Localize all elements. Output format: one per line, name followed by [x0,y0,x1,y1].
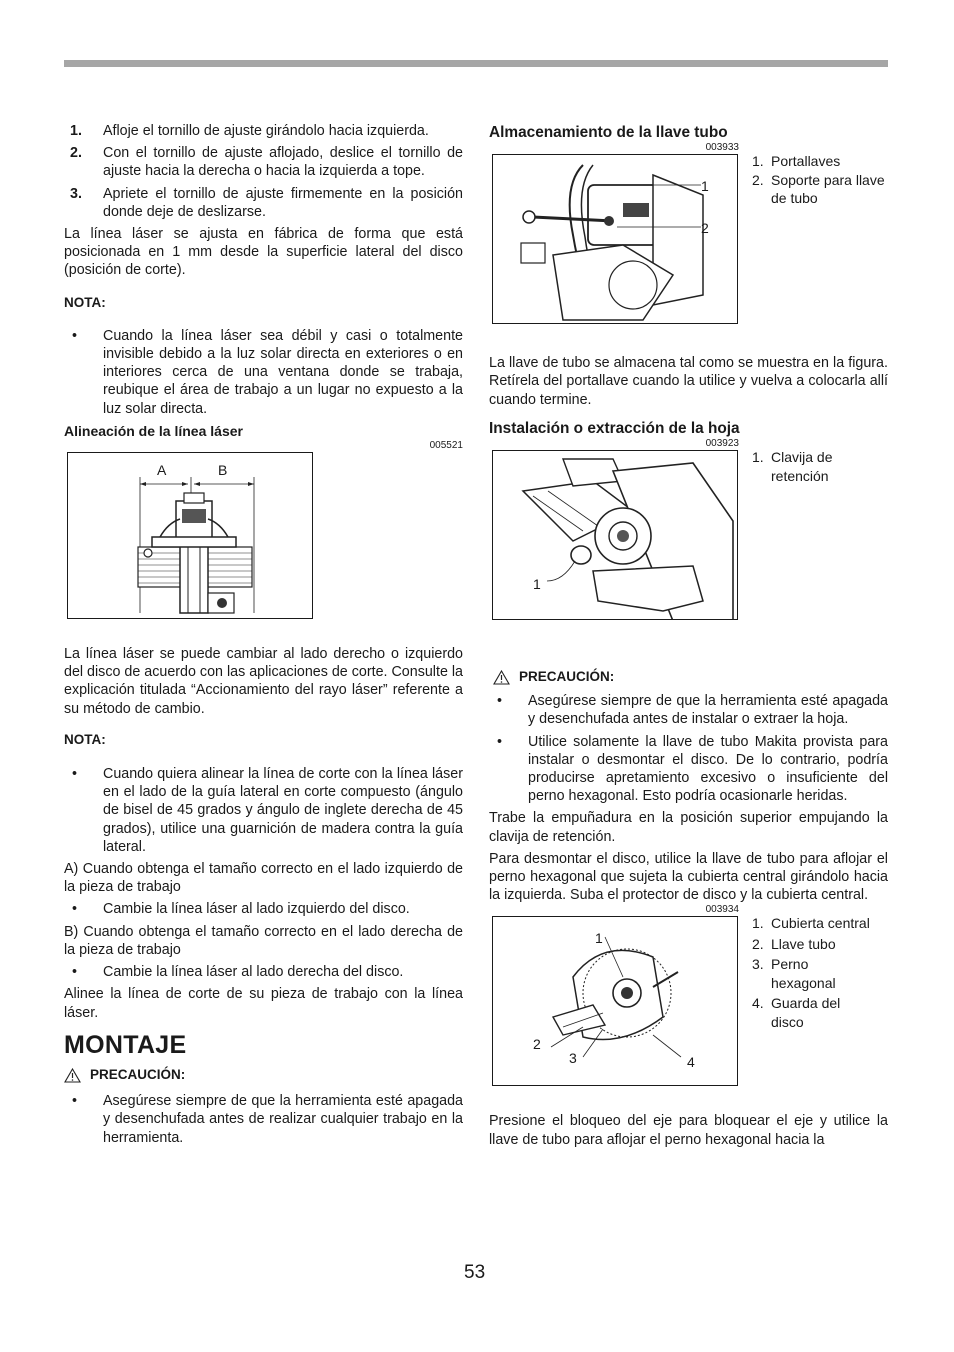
case-b-text: B) Cuando obtenga el tamaño correcto en el lado derecha de la pieza de trabajo [64,923,463,958]
page-number: 53 [464,1262,486,1283]
figure-code: 005521 [429,440,463,452]
legend-item: 2. Llave tubo [752,935,836,952]
blade-removal-illustration [493,917,738,1086]
case-b-bullet [64,963,463,981]
callout-1: 1 [595,930,603,947]
figure-legend [752,152,892,208]
step-text: Con el tornillo de ajuste aflojado, deslice el tornillo de ajuste hacia la derecha o hacia la izquierda a tope. [103,145,463,180]
callout-1: 1 [533,576,541,593]
warning-triangle-icon [64,1068,81,1083]
bullet-dot: • [72,901,78,918]
step-text: Afloje el tornillo de ajuste girándolo hacia izquierda. [103,123,429,139]
legend-item: 3. Perno hexagonal [752,956,836,991]
legend-item: 1. Cubierta central [752,915,870,932]
figure-code: 003934 [705,904,739,916]
caution-bullet [489,733,888,806]
bullet-text: Utilice solamente la llave de tubo Makita provista para instalar o desmontar el disco. De lo contrario, podría producirse apretamiento excesivo o insuficiente del perno hexagonal. Esto podría ocasionarle heridas. [528,733,888,805]
caution-bullet [489,692,888,728]
callout-2: 2 [533,1036,541,1053]
callout-1: 1 [701,178,709,195]
bullet-dot: • [497,733,503,750]
bullet-dot: • [72,964,78,981]
legend-item: 4. Guarda del disco [752,995,841,1030]
section-subheading: Alineación de la línea láser [64,422,243,439]
left-column [64,122,463,1151]
wrench-storage-figure [492,154,738,324]
note-label: NOTA: [64,294,106,310]
step-3 [64,185,463,221]
label-b: B [218,462,228,479]
caution-label: PRECAUCIÓN: [90,1066,186,1082]
caution-heading [64,1066,463,1084]
warning-triangle-icon [493,670,510,685]
laser-alignment-figure [67,452,313,619]
bullet-text: Asegúrese siempre de que la herramienta esté apagada y desenchufada antes de instalar o extraer la hoja. [528,693,888,728]
paragraph-storage: La llave de tubo se almacena tal como se muestra en la figura. Retírela del portallave cuando la utilice y vuelva a colocarla allí cuando termine. [489,355,888,408]
caution-bullet [64,1092,463,1147]
blade-removal-figure [492,916,738,1086]
paragraph-laser-side: La línea láser se puede cambiar al lado derecho o izquierdo del disco de acuerdo con las aplicaciones de corte. Consulte la explicación titulada “Accionamiento del rayo láser” referente a su método de cambio. [64,646,463,717]
header-rule [64,60,888,67]
section-title-montaje: MONTAJE [64,1030,187,1059]
figure-legend [752,448,892,485]
bullet-dot: • [497,693,503,710]
bullet-text: Cuando quiera alinear la línea de corte con la línea láser en el lado de la guía lateral en corte compuesto (ángulo de bisel de 45 grados y ángulo de inglete derecha de 45 grados), utilice una guarnición de madera contra la guía lateral. [103,766,463,855]
case-a-text: A) Cuando obtenga el tamaño correcto en el lado izquierdo de la pieza de trabajo [64,861,463,896]
figure-code: 003923 [705,438,739,450]
figure-code: 003933 [705,142,739,154]
section-heading-storage: Almacenamiento de la llave tubo [489,124,728,141]
step-text: Apriete el tornillo de ajuste firmemente en la posición donde deje de deslizarse. [103,185,463,220]
bullet-dot: • [72,766,78,783]
step-2 [64,144,463,180]
legend-item: 2. Soporte para llave de tubo [752,171,885,207]
paragraph-shaft-lock: Presione el bloqueo del eje para bloquear el eje y utilice la llave de tubo para aflojar el perno hexagonal hacia la [489,1113,888,1148]
paragraph-remove: Para desmontar el disco, utilice la llave de tubo para aflojar el perno hexagonal que sujeta la cubierta central girándolo hacia la izquierda. Suba el protector de disco y la cubierta central. [489,850,888,904]
bullet-dot: • [72,327,78,344]
note-label: NOTA: [64,731,106,747]
bullet-dot: • [72,1093,78,1110]
bullet-text: Asegúrese siempre de que la herramienta esté apagada y desenchufada antes de realizar cualquier trabajo en la herramienta. [103,1093,463,1146]
step-number: 1. [70,123,82,139]
case-a-bullet [64,900,463,918]
paragraph-lock: Trabe la empuñadura en la posición superior empujando la clavija de retención. [489,810,888,845]
step-number: 2. [70,145,82,162]
callout-4: 4 [687,1054,695,1071]
figure-legend [752,914,892,1031]
legend-item: 1. Portallaves [752,153,841,170]
callout-3: 3 [569,1050,577,1067]
retention-pin-figure [492,450,738,620]
bullet-text: Cambie la línea láser al lado izquierdo del disco. [103,901,410,918]
paragraph-factory-setting: La línea láser se ajusta en fábrica de forma que está posicionada en 1 mm desde la superficie lateral del disco (posición de corte). [64,226,463,279]
note-bullet [64,327,463,418]
caution-label: PRECAUCIÓN: [519,669,615,685]
bullet-text: Cambie la línea láser al lado derecha del disco. [103,964,404,981]
right-column [489,124,888,1149]
bullet-text: Cuando la línea láser sea débil y casi o totalmente invisible debido a la luz solar directa en exteriores o en interiores cerca de una ventana donde se trabaja, reubique el área de trabajo a un lugar no expuesto a la luz solar directa. [103,327,463,417]
retention-pin-illustration [493,451,738,620]
step-number: 3. [70,185,82,202]
miter-saw-front-illustration [68,453,313,619]
caution-heading [493,668,888,686]
paragraph-align: Alinee la línea de corte de su pieza de trabajo con la línea láser. [64,986,463,1021]
note-bullet [64,765,463,856]
callout-2: 2 [701,220,709,237]
label-a: A [157,462,167,479]
step-1 [64,122,463,140]
section-heading-install: Instalación o extracción de la hoja [489,419,740,437]
legend-item: 1. Clavija de retención [752,449,833,484]
